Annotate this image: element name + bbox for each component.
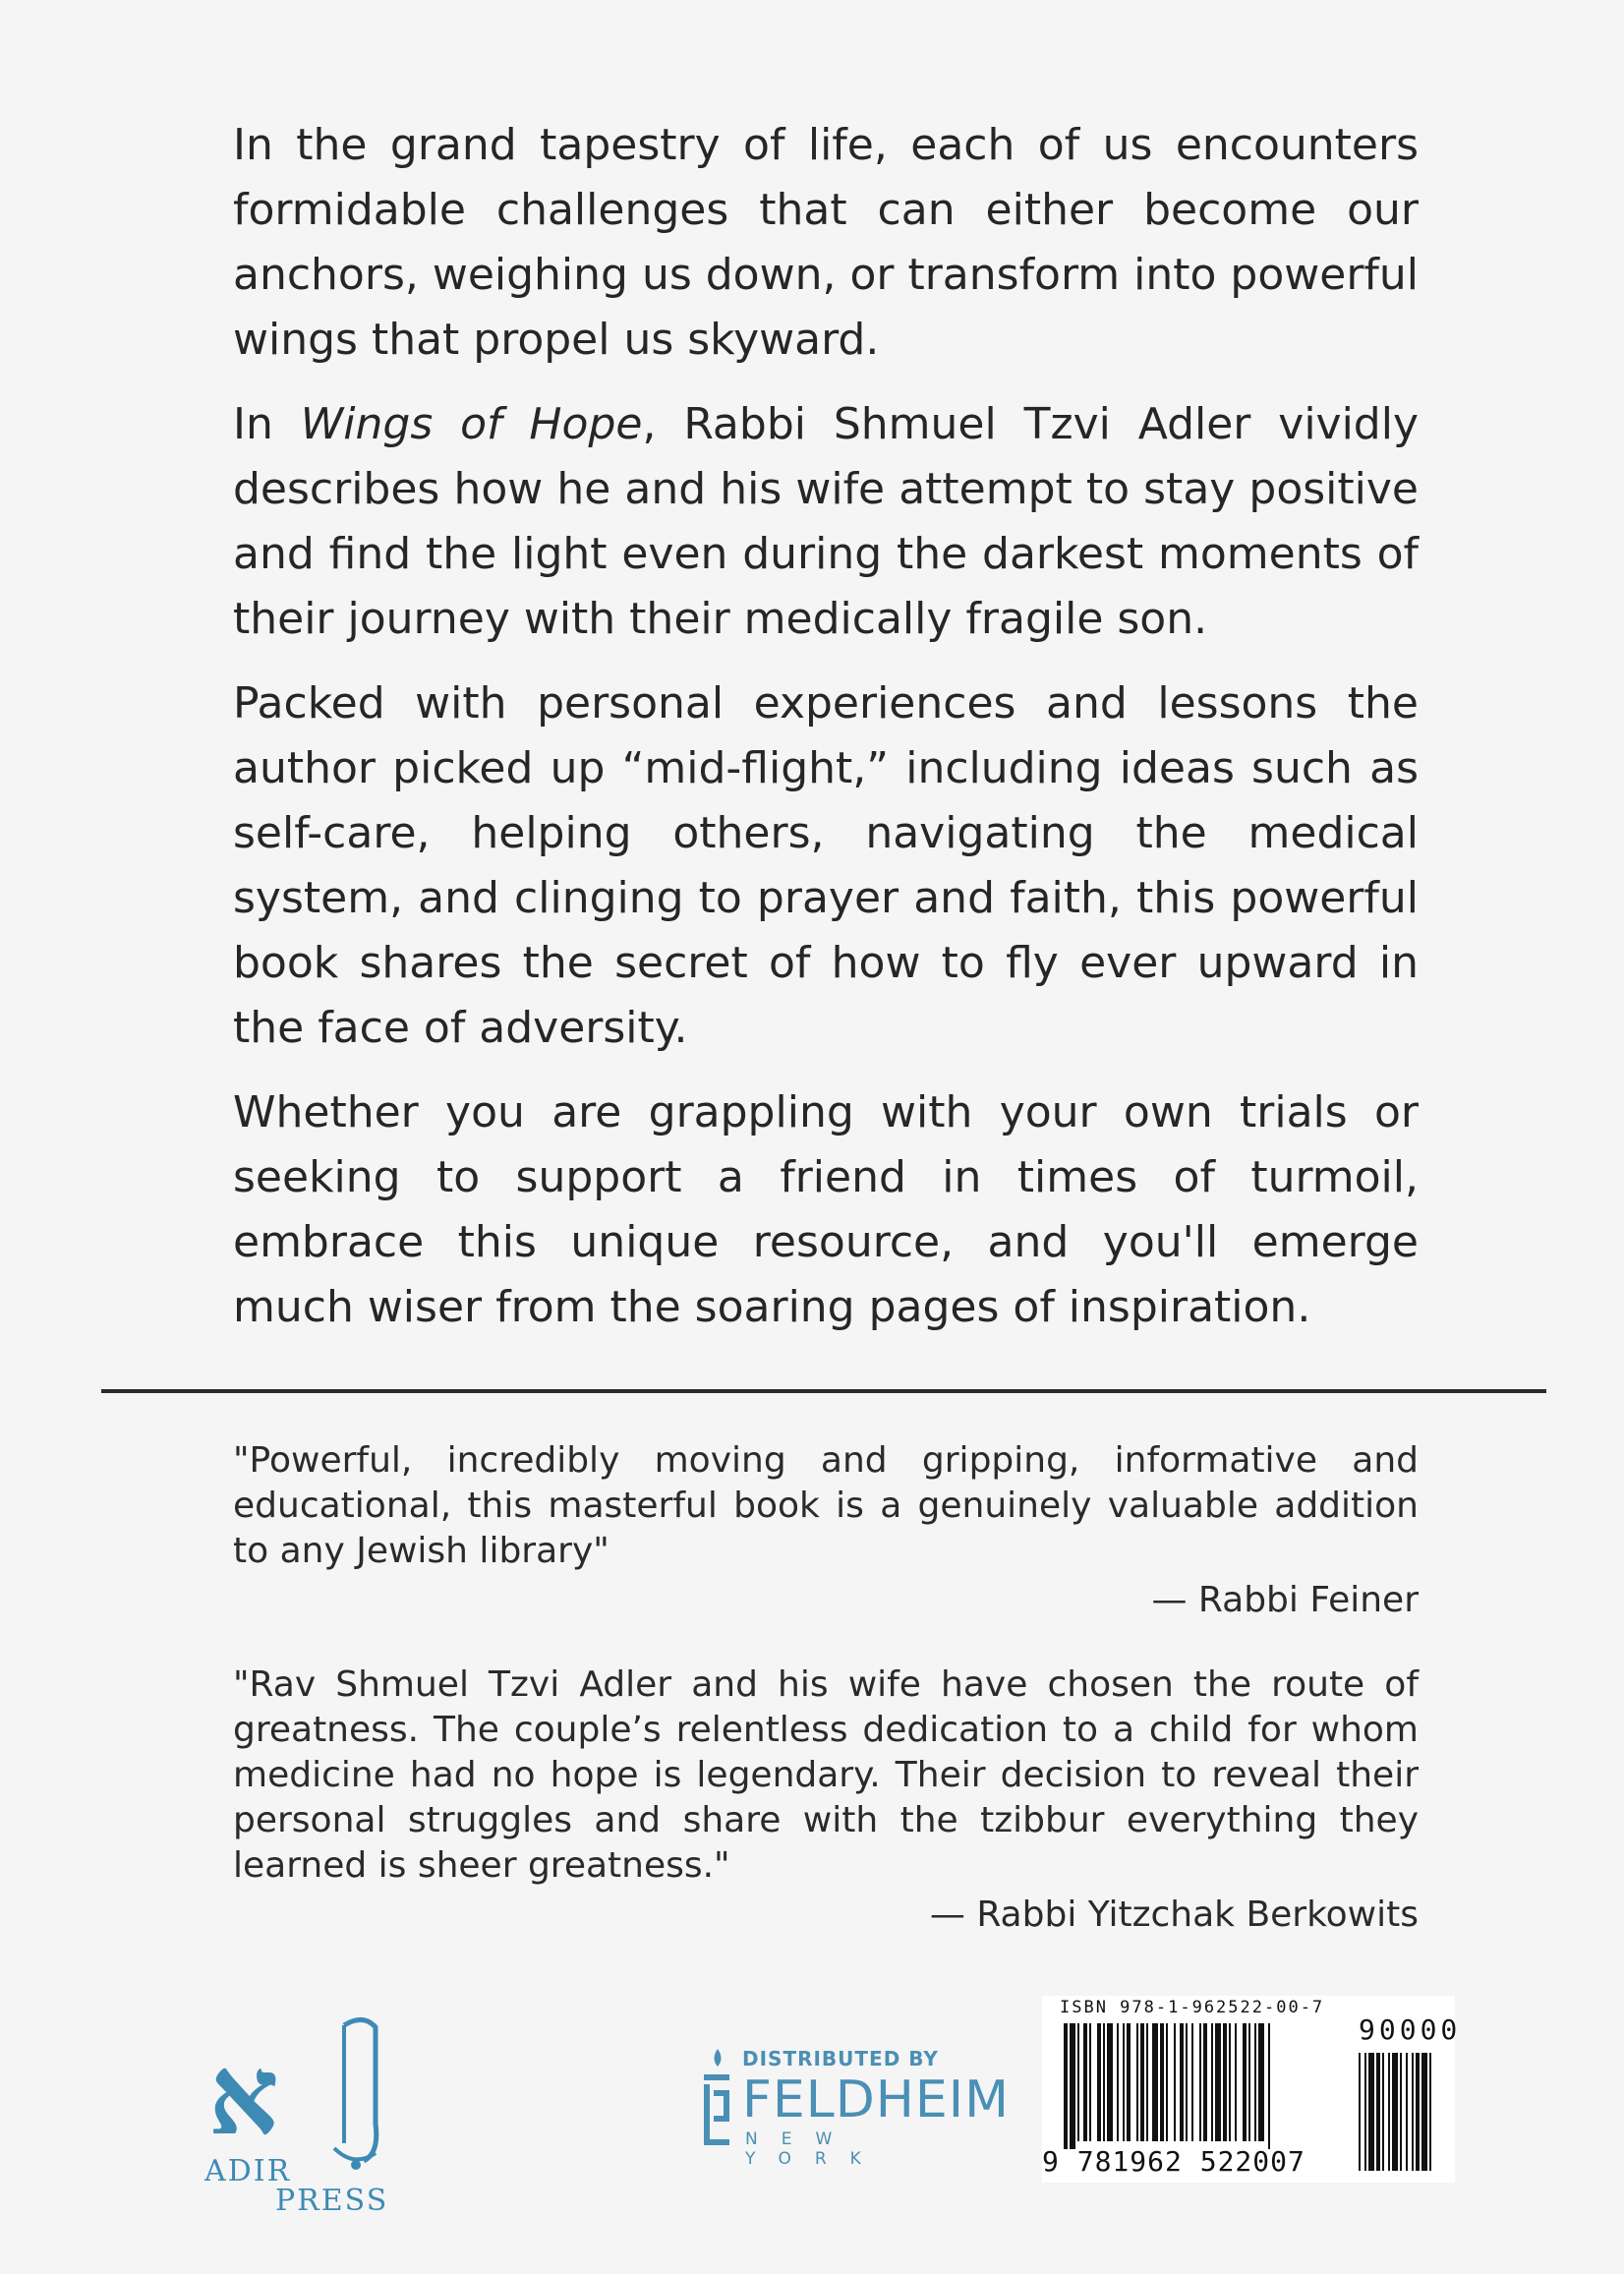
aleph-letter: א (208, 2031, 279, 2160)
barcode-bar (1186, 2023, 1188, 2141)
blurb-paragraph-4: Whether you are grappling with your own trials or seeking to support a friend in times of turmoil, embrace this unique resource, and you'll emerge much wiser from the soaring pages of inspiration. (233, 1087, 1419, 1332)
barcode-bar (1083, 2023, 1087, 2141)
feldheim-logo (698, 2045, 1013, 2169)
endorsement-2 (233, 1662, 1419, 1938)
barcode-bar (1416, 2053, 1420, 2171)
barcode-bar (1364, 2053, 1366, 2171)
barcode-bar (1064, 2023, 1068, 2149)
barcode-bar (1412, 2053, 1414, 2171)
blurb-paragraph-1: In the grand tapestry of life, each of us encounters formidable challenges that can either become our anchors, weighing us down, or transform into powerful wings that propel us skyward. (233, 120, 1420, 365)
barcode-bar (1235, 2023, 1237, 2141)
divider-line (101, 1389, 1546, 1393)
barcode-bar (1160, 2023, 1164, 2141)
scroll-icon (197, 2006, 433, 2217)
barcode-bar (1215, 2023, 1221, 2141)
barcode-bar (1268, 2023, 1270, 2149)
barcode-bar (1368, 2053, 1374, 2171)
barcode-bar (1359, 2053, 1361, 2171)
barcode-bar (1077, 2023, 1079, 2141)
barcode-bar (1127, 2023, 1131, 2141)
barcode-digits: 9 781962 522007 (1042, 2145, 1305, 2178)
endorsement-attribution: — Rabbi Yitzchak Berkowits (929, 1895, 1419, 1935)
adir-press-logo (197, 2006, 433, 2217)
publisher-line-2: PRESS (275, 2184, 389, 2217)
publisher-line-1: ADIR (204, 2154, 292, 2188)
barcode-bar (1166, 2023, 1168, 2141)
barcode-bar (1429, 2053, 1431, 2171)
barcode-bar (1070, 2023, 1075, 2149)
blurb-paragraph-2-pre: In (233, 399, 301, 449)
barcode-bar (1223, 2023, 1227, 2141)
barcode-bar (1089, 2023, 1091, 2141)
barcode-bar (1258, 2023, 1264, 2141)
endorsements (233, 1438, 1419, 1938)
isbn-number: ISBN 978-1-962522-00-7 (1060, 1998, 1325, 2017)
barcode-bar (1146, 2023, 1148, 2141)
barcode-bar (1400, 2053, 1402, 2171)
barcode-bar (1191, 2023, 1193, 2141)
candle-icon (698, 2045, 737, 2151)
barcode-bar (1107, 2023, 1113, 2141)
barcode-bar (1382, 2053, 1384, 2171)
blurb-paragraph-3: Packed with personal experiences and lessons the author picked up “mid-flight,” including ideas such as self-care, helping others, navigating the medical system, and clinging to prayer and faith, this powerful book shares the secret of how to fly ever upward in the face of adversity. (233, 678, 1419, 1053)
barcode-bar (1421, 2053, 1427, 2171)
barcode-bar (1199, 2023, 1201, 2141)
barcode-bar (1123, 2023, 1125, 2141)
barcode-bar (1174, 2023, 1176, 2141)
endorsement-text: "Rav Shmuel Tzvi Adler and his wife have chosen the route of greatness. The couple’s relentless dedication to a child for whom medicine had no hope is legendary. Their decision to reveal their personal struggles and share with the tzibbur everything they learned is sheer greatness." (233, 1664, 1419, 1886)
barcode-bar (1152, 2023, 1158, 2141)
barcode-bar (1392, 2053, 1398, 2171)
price-code: 90000 (1359, 2013, 1462, 2046)
blurb-paragraph-2 (233, 392, 1419, 652)
endorsement-1 (233, 1438, 1419, 1623)
distributor-city: NEW YORK (745, 2129, 885, 2169)
barcode-bar (1211, 2023, 1213, 2141)
barcode-bar (1248, 2023, 1250, 2141)
barcode-bar (1140, 2023, 1144, 2141)
barcode-bar (1406, 2053, 1408, 2171)
endorsement-text: "Powerful, incredibly moving and gripping, informative and educational, this masterful book is a genuinely valuable addition to any Jewish library" (233, 1440, 1419, 1571)
barcode-bar (1103, 2023, 1105, 2141)
distributed-by-label: DISTRIBUTED BY (742, 2047, 939, 2070)
endorsement-attribution: — Rabbi Feiner (1151, 1580, 1419, 1620)
barcode-bar (1229, 2023, 1231, 2141)
barcode-bar (1097, 2023, 1101, 2141)
barcode-bar (1388, 2053, 1390, 2171)
barcode-bar (1243, 2023, 1247, 2141)
barcode-bar (1203, 2023, 1207, 2141)
barcode-bar (1376, 2053, 1380, 2171)
isbn-barcode (1042, 1996, 1462, 2183)
barcode-bar (1136, 2023, 1138, 2141)
distributor-name: FELDHEIM (742, 2070, 1010, 2129)
barcode-bar (1254, 2023, 1256, 2141)
barcode-bar (1180, 2023, 1184, 2141)
blurb-paragraph-2-post: , Rabbi Shmuel Tzvi Adler vividly describes how he and his wife attempt to stay positive and find the light even during the darkest moments of their journey with their medically fragile son. (233, 399, 1419, 644)
barcode-bar (1117, 2023, 1119, 2141)
blurb-text (233, 113, 1419, 1360)
book-title: Wings of Hope (300, 399, 643, 449)
